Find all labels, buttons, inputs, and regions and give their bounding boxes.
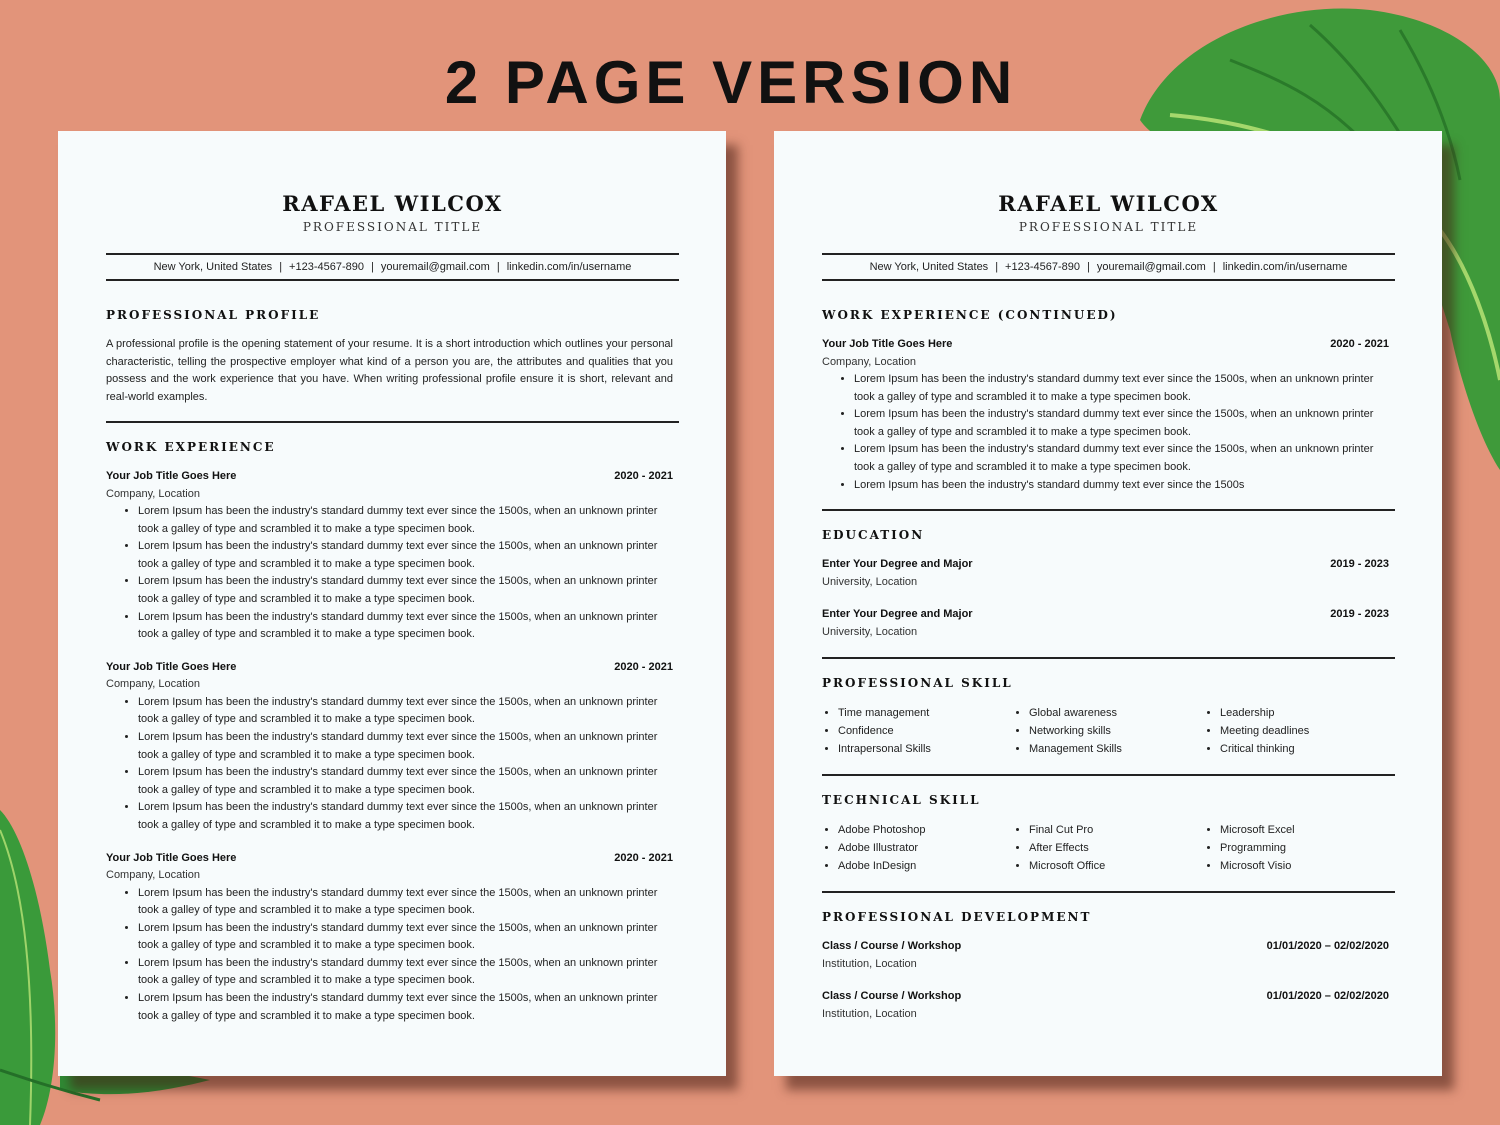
- university-location: University, Location: [822, 625, 918, 638]
- resume-title: PROFESSIONAL TITLE: [302, 220, 483, 234]
- skill-column: [822, 704, 1013, 758]
- course-name: Class / Course / Workshop: [822, 990, 962, 1003]
- list-item: • Lorem Ipsum has been the industry's standard dummy text ever since the 1500s, when an unknown printer took a galley of type and scrambled it to make a type specimen book.: [138, 885, 673, 920]
- list-item: • Lorem Ipsum has been the industry's standard dummy text ever since the 1500s, when an unknown printer took a galley of type and scrambled it to make a type specimen book.: [854, 406, 1389, 441]
- degree-name: Enter Your Degree and Major: [822, 608, 973, 621]
- job-bullets: [106, 694, 679, 835]
- contact-bar: [822, 253, 1395, 281]
- list-item: • Adobe Illustrator: [838, 839, 1013, 857]
- job-entry: [822, 336, 1395, 494]
- development-entry: [822, 938, 1395, 973]
- section-heading-technical-skill: TECHNICAL SKILL: [822, 793, 981, 808]
- list-item: • Time management: [838, 704, 1013, 722]
- list-item: • Lorem Ipsum has been the industry's standard dummy text ever since the 1500s, when an unknown printer took a galley of type and scrambled it to make a type specimen book.: [138, 764, 673, 799]
- job-entry: [106, 850, 679, 1026]
- list-item: • Lorem Ipsum has been the industry's standard dummy text ever since the 1500s, when an unknown printer took a galley of type and scrambled it to make a type specimen book.: [138, 729, 673, 764]
- section-heading-work: WORK EXPERIENCE: [106, 440, 276, 454]
- job-title: Your Job Title Goes Here: [106, 660, 237, 673]
- job-dates: 2020 - 2021: [614, 851, 673, 864]
- section-heading-profile: PROFESSIONAL PROFILE: [106, 308, 321, 322]
- section-divider: [822, 657, 1395, 659]
- education-entry: [822, 606, 1395, 641]
- job-dates: 2020 - 2021: [614, 660, 673, 673]
- section-heading-work-continued: WORK EXPERIENCE (CONTINUED): [822, 308, 1118, 322]
- list-item: • Lorem Ipsum has been the industry's standard dummy text ever since the 1500s, when an unknown printer took a galley of type and scrambled it to make a type specimen book.: [138, 503, 673, 538]
- skill-column: [1204, 704, 1395, 758]
- list-item: • Lorem Ipsum has been the industry's standard dummy text ever since the 1500s, when an unknown printer took a galley of type and scrambled it to make a type specimen book.: [138, 955, 673, 990]
- job-bullets: [822, 371, 1395, 494]
- contact-separator: |: [496, 261, 500, 273]
- resume-title: PROFESSIONAL TITLE: [1018, 220, 1199, 234]
- list-item: • Lorem Ipsum has been the industry's standard dummy text ever since the 1500s, when an unknown printer took a galley of type and scrambled it to make a type specimen book.: [854, 371, 1389, 406]
- institution-location: Institution, Location: [822, 1007, 917, 1020]
- technical-skill-grid: [822, 821, 1395, 875]
- job-title: Your Job Title Goes Here: [822, 338, 953, 350]
- resume-page-2: [774, 131, 1442, 1076]
- contact-linkedin: linkedin.com/in/username: [1222, 261, 1348, 273]
- contact-email: youremail@gmail.com: [1096, 261, 1206, 273]
- list-item: • Lorem Ipsum has been the industry's standard dummy text ever since the 1500s, when an unknown printer took a galley of type and scrambled it to make a type specimen book.: [138, 990, 673, 1025]
- list-item: • Networking skills: [1029, 722, 1204, 740]
- job-entry: [106, 659, 679, 835]
- list-item: • After Effects: [1029, 839, 1204, 857]
- development-entry: [822, 988, 1395, 1023]
- job-bullets: [106, 885, 679, 1026]
- contact-separator: |: [1212, 261, 1216, 273]
- resume-page-1: [58, 131, 726, 1076]
- university-location: University, Location: [822, 575, 918, 588]
- contact-separator: |: [1086, 261, 1090, 273]
- skill-column: [1204, 821, 1395, 875]
- skill-column: [1013, 704, 1204, 758]
- contact-email: youremail@gmail.com: [380, 261, 490, 273]
- section-heading-professional-skill: PROFESSIONAL SKILL: [822, 676, 1013, 691]
- contact-linkedin: linkedin.com/in/username: [506, 261, 632, 273]
- contact-location: New York, United States: [153, 261, 273, 273]
- education-dates: 2019 - 2023: [1330, 558, 1389, 571]
- skill-column: [822, 821, 1013, 875]
- list-item: • Programming: [1220, 839, 1395, 857]
- section-divider: [822, 891, 1395, 893]
- job-company: Company, Location: [106, 678, 200, 691]
- list-item: • Lorem Ipsum has been the industry's standard dummy text ever since the 1500s, when an unknown printer took a galley of type and scrambled it to make a type specimen book.: [138, 573, 673, 608]
- skill-column: [1013, 821, 1204, 875]
- job-dates: 2020 - 2021: [1330, 338, 1389, 350]
- course-dates: 01/01/2020 – 02/02/2020: [1266, 990, 1389, 1003]
- section-heading-education: EDUCATION: [822, 528, 925, 543]
- resume-name: RAFAEL WILCOX: [998, 191, 1219, 216]
- course-dates: 01/01/2020 – 02/02/2020: [1266, 940, 1389, 953]
- contact-phone: +123-4567-890: [289, 261, 364, 273]
- institution-location: Institution, Location: [822, 957, 917, 970]
- list-item: • Lorem Ipsum has been the industry's standard dummy text ever since the 1500s, when an unknown printer took a galley of type and scrambled it to make a type specimen book.: [138, 920, 673, 955]
- list-item: • Lorem Ipsum has been the industry's standard dummy text ever since the 1500s: [854, 477, 1389, 495]
- education-entry: [822, 556, 1395, 591]
- list-item: • Microsoft Visio: [1220, 857, 1395, 875]
- contact-separator: |: [279, 261, 283, 273]
- list-item: • Lorem Ipsum has been the industry's standard dummy text ever since the 1500s, when an unknown printer took a galley of type and scrambled it to make a type specimen book.: [138, 694, 673, 729]
- list-item: • Lorem Ipsum has been the industry's standard dummy text ever since the 1500s, when an unknown printer took a galley of type and scrambled it to make a type specimen book.: [138, 538, 673, 573]
- list-item: • Confidence: [838, 722, 1013, 740]
- contact-bar: [106, 253, 679, 281]
- list-item: • Meeting deadlines: [1220, 722, 1395, 740]
- list-item: • Microsoft Office: [1029, 857, 1204, 875]
- list-item: • Critical thinking: [1220, 740, 1395, 758]
- list-item: • Management Skills: [1029, 740, 1204, 758]
- list-item: • Lorem Ipsum has been the industry's standard dummy text ever since the 1500s, when an unknown printer took a galley of type and scrambled it to make a type specimen book.: [138, 799, 673, 834]
- job-title: Your Job Title Goes Here: [106, 851, 237, 864]
- page-banner-title: 2 PAGE VERSION: [444, 49, 1018, 116]
- contact-separator: |: [995, 261, 999, 273]
- list-item: • Global awareness: [1029, 704, 1204, 722]
- section-divider: [822, 509, 1395, 511]
- list-item: • Adobe InDesign: [838, 857, 1013, 875]
- job-company: Company, Location: [822, 355, 916, 368]
- section-divider: [106, 421, 679, 423]
- job-bullets: [106, 503, 679, 644]
- job-title: Your Job Title Goes Here: [106, 470, 237, 482]
- list-item: • Microsoft Excel: [1220, 821, 1395, 839]
- job-company: Company, Location: [106, 869, 200, 881]
- section-divider: [822, 774, 1395, 776]
- job-dates: 2020 - 2021: [614, 470, 673, 482]
- list-item: • Lorem Ipsum has been the industry's standard dummy text ever since the 1500s, when an unknown printer took a galley of type and scrambled it to make a type specimen book.: [138, 609, 673, 644]
- job-entry: [106, 468, 679, 644]
- profile-paragraph: A professional profile is the opening statement of your resume. It is a short introduction which outlines your personal characteristic, telling the prospective employer what kind of a person you are, the attributes and qualities that you possess and the work experience that you have. When writing professional profile ensure it is short, relevant and real-world examples.: [106, 338, 673, 403]
- contact-location: New York, United States: [869, 261, 989, 273]
- contact-phone: +123-4567-890: [1005, 261, 1080, 273]
- section-heading-professional-development: PROFESSIONAL DEVELOPMENT: [822, 910, 1092, 925]
- list-item: • Final Cut Pro: [1029, 821, 1204, 839]
- course-name: Class / Course / Workshop: [822, 940, 962, 953]
- degree-name: Enter Your Degree and Major: [822, 558, 973, 571]
- list-item: • Adobe Photoshop: [838, 821, 1013, 839]
- resume-name: RAFAEL WILCOX: [282, 191, 503, 216]
- professional-skill-grid: [822, 704, 1395, 758]
- list-item: • Intrapersonal Skills: [838, 740, 1013, 758]
- contact-separator: |: [370, 261, 374, 273]
- list-item: • Leadership: [1220, 704, 1395, 722]
- list-item: • Lorem Ipsum has been the industry's standard dummy text ever since the 1500s, when an unknown printer took a galley of type and scrambled it to make a type specimen book.: [854, 441, 1389, 476]
- education-dates: 2019 - 2023: [1330, 608, 1389, 621]
- job-company: Company, Location: [106, 487, 200, 500]
